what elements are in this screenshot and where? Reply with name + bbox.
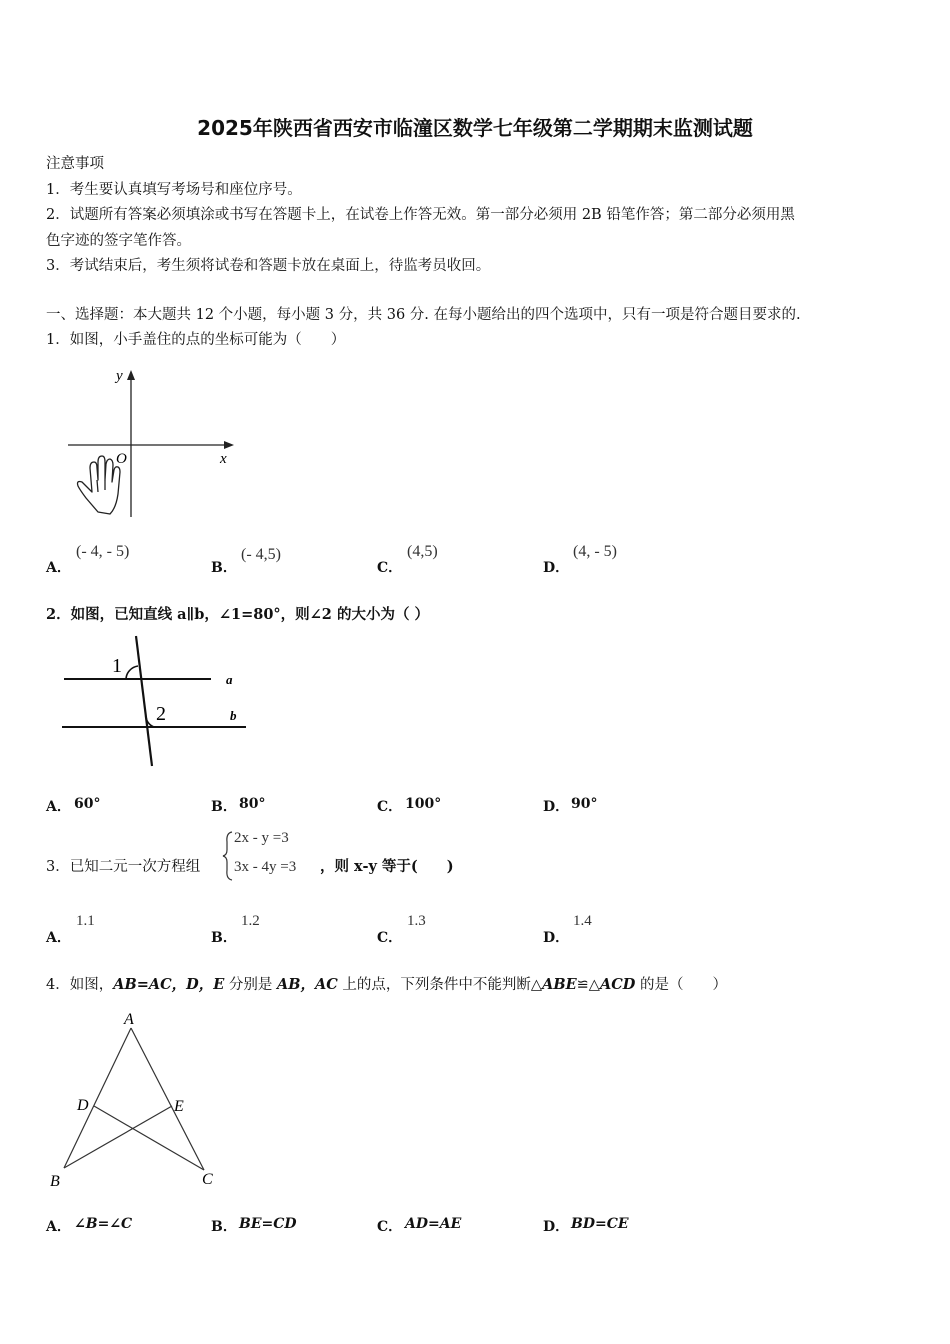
q1-option-a-value: (- 4, - 5) [76,543,130,560]
q3-option-b-label: B． [211,930,237,946]
q2-line-b-label: b [230,708,237,723]
q2-option-b-value: 80° [239,796,266,812]
q2-option-c-value: 100° [405,796,442,812]
q4-option-c-value: AD=AE [405,1216,462,1232]
q4-option-b-label: B． [211,1219,237,1235]
q4-option-d-value: BD=CE [571,1216,629,1232]
q2-angle-2-label: 2 [156,703,166,725]
q1-option-a-label: A． [46,560,71,576]
q4-option-a-label: A． [46,1219,71,1235]
notice-item-2-cont: 色字迹的签字笔作答。 [46,233,191,249]
hand-icon [78,456,121,514]
q1-origin-label: O [116,451,127,467]
q3-equation-1: 2x - y =3 [234,830,289,846]
q4-stem [46,973,727,994]
q1-option-c-label: C． [377,560,403,576]
notice-heading: 注意事项 [46,156,104,172]
q4-vertex-b-label: B [50,1173,60,1190]
notice-item-3: 3．考试结束后，考生须将试卷和答题卡放在桌面上，待监考员收回。 [46,258,491,274]
q4-stem-cond2: AB，AC [277,976,338,993]
q4-option-d-label: D． [543,1219,570,1235]
q3-option-a-value: 1.1 [76,913,95,929]
q4-vertex-c-label: C [202,1171,213,1188]
q1-coordinate-figure [60,362,250,524]
q4-option-b-value: BE=CD [239,1216,297,1232]
q4-stem-mid2: 上的点，下列条件中不能判断△ [337,977,543,993]
q4-triangle-figure [44,1008,234,1194]
notice-item-2: 2．试题所有答案必须填涂或书写在答题卡上，在试卷上作答无效。第一部分必须用 2B 铅笔作答；第二部分必须用黑 [46,207,795,223]
q2-stem: 2．如图，已知直线 a∥b，∠1=80°，则∠2 的大小为（ ） [46,606,429,623]
q3-stem-pre: 3．已知二元一次方程组 [46,859,201,875]
q1-x-label: x [220,451,227,467]
q4-vertex-a-label: A [124,1011,134,1028]
q3-stem-post: ，则 x-y 等于( ) [320,858,454,875]
q4-option-c-label: C． [377,1219,403,1235]
q2-option-a-value: 60° [74,796,101,812]
q1-option-b-label: B． [211,560,237,576]
q4-stem-mid: 分别是 [224,977,278,993]
q4-stem-cond3: ABE [542,976,577,993]
q2-option-b-label: B． [211,799,237,815]
q1-stem: 1．如图，小手盖住的点的坐标可能为（ ） [46,332,346,348]
q4-stem-end: 的是（ ） [635,977,727,993]
q2-line-a-label: a [226,672,233,687]
q2-option-d-value: 90° [571,796,598,812]
q4-point-d-label: D [77,1097,89,1114]
q4-option-a-value: ∠B=∠C [74,1216,133,1232]
q4-stem-cond4: ACD [599,976,636,993]
notice-item-1: 1．考生要认真填写考场号和座位序号。 [46,182,302,198]
q4-stem-cond: AB=AC，D，E [113,976,225,993]
page-title: 2025年陕西省西安市临潼区数学七年级第二学期期末监测试题 [197,116,753,140]
q2-option-d-label: D． [543,799,570,815]
q3-option-c-label: C． [377,930,403,946]
q1-option-d-value: (4, - 5) [573,543,617,560]
q3-option-c-value: 1.3 [407,913,426,929]
q2-angle-1-label: 1 [112,655,122,677]
q3-option-d-value: 1.4 [573,913,592,929]
q3-brace-icon [222,830,234,882]
section-heading: 一、选择题：本大题共 12 个小题，每小题 3 分，共 36 分. 在每小题给出的四个选项中，只有一项是符合题目要求的. [46,307,801,323]
q1-y-label: y [116,368,123,384]
q4-stem-mid3: ≌△ [576,977,600,993]
q1-option-b-value: (- 4,5) [241,546,281,563]
q2-parallel-lines-figure [56,632,256,772]
q1-option-c-value: (4,5) [407,543,438,560]
q2-option-a-label: A． [46,799,71,815]
q2-option-c-label: C． [377,799,403,815]
q4-point-e-label: E [174,1098,184,1115]
q3-equation-2: 3x - 4y =3 [234,859,297,875]
q3-option-b-value: 1.2 [241,913,260,929]
q4-stem-pre: 4．如图， [46,977,114,993]
q3-option-a-label: A． [46,930,71,946]
q1-option-d-label: D． [543,560,570,576]
q3-option-d-label: D． [543,930,570,946]
